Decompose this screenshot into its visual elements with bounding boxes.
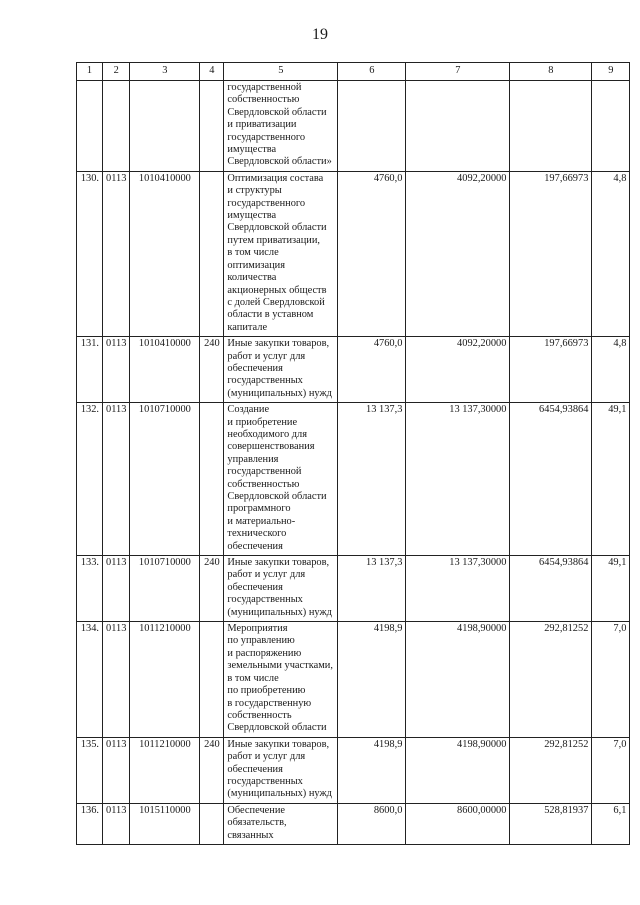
header-cell-2: 2 (103, 63, 130, 81)
table-row (77, 622, 630, 738)
section-code-cell: 0113 (103, 622, 130, 738)
target-code-cell: 1011210000 (130, 737, 200, 803)
item-name-cell: Мероприятия по управлению и распоряжению земельными участками, в том числе по приобретению в государственную собственность Свердловской области (224, 622, 338, 738)
item-name-cell: Иные закупки товаров, работ и услуг для обеспечения государственных (муниципальных) нужд (224, 737, 338, 803)
header-cell-1: 1 (77, 63, 103, 81)
planned-amount-cell: 13 137,3 (338, 403, 406, 556)
executed-amount-cell: 6454,93864 (510, 556, 592, 622)
execution-percent-cell: 4,8 (592, 171, 630, 336)
target-code-cell (130, 81, 200, 172)
header-cell-6: 6 (338, 63, 406, 81)
planned-amount-cell (338, 81, 406, 172)
target-code-cell: 1011210000 (130, 622, 200, 738)
execution-percent-cell: 7,0 (592, 737, 630, 803)
approved-amount-cell: 4198,90000 (406, 622, 510, 738)
header-cell-4: 4 (200, 63, 224, 81)
executed-amount-cell: 197,66973 (510, 171, 592, 336)
item-name-cell: Создание и приобретение необходимого для совершенствования управления государственной собственностью Свердловской области программного и материально- технического обеспечения (224, 403, 338, 556)
item-name-cell: государственной собственностью Свердловской области и приватизации государственного имущества Свердловской области» (224, 81, 338, 172)
expense-type-cell (200, 403, 224, 556)
header-cell-8: 8 (510, 63, 592, 81)
table-row (77, 171, 630, 336)
target-code-cell: 1010410000 (130, 171, 200, 336)
target-code-cell: 1010410000 (130, 337, 200, 403)
target-code-cell: 1010710000 (130, 403, 200, 556)
execution-percent-cell: 49,1 (592, 556, 630, 622)
approved-amount-cell: 4092,20000 (406, 171, 510, 336)
executed-amount-cell: 528,81937 (510, 803, 592, 844)
execution-percent-cell: 7,0 (592, 622, 630, 738)
approved-amount-cell: 13 137,30000 (406, 556, 510, 622)
row-number-cell: 135. (77, 737, 103, 803)
executed-amount-cell: 197,66973 (510, 337, 592, 403)
expense-type-cell (200, 81, 224, 172)
row-number-cell: 136. (77, 803, 103, 844)
row-number-cell: 130. (77, 171, 103, 336)
planned-amount-cell: 13 137,3 (338, 556, 406, 622)
planned-amount-cell: 4198,9 (338, 737, 406, 803)
item-name-cell: Иные закупки товаров, работ и услуг для обеспечения государственных (муниципальных) нужд (224, 337, 338, 403)
target-code-cell: 1010710000 (130, 556, 200, 622)
budget-table (76, 62, 630, 845)
header-cell-3: 3 (130, 63, 200, 81)
table-row (77, 81, 630, 172)
section-code-cell: 0113 (103, 737, 130, 803)
executed-amount-cell: 292,81252 (510, 737, 592, 803)
planned-amount-cell: 4760,0 (338, 171, 406, 336)
row-number-cell: 133. (77, 556, 103, 622)
expense-type-cell: 240 (200, 556, 224, 622)
expense-type-cell (200, 622, 224, 738)
header-cell-9: 9 (592, 63, 630, 81)
page-number: 19 (312, 26, 328, 43)
expense-type-cell (200, 171, 224, 336)
executed-amount-cell (510, 81, 592, 172)
row-number-cell: 134. (77, 622, 103, 738)
section-code-cell (103, 81, 130, 172)
item-name-cell: Оптимизация состава и структуры государственного имущества Свердловской области путем приватизации, в том числе оптимизация количества акционерных обществ с долей Свердловской области в уставном капитале (224, 171, 338, 336)
item-name-cell: Обеспечение обязательств, связанных (224, 803, 338, 844)
planned-amount-cell: 4198,9 (338, 622, 406, 738)
section-code-cell: 0113 (103, 171, 130, 336)
row-number-cell: 131. (77, 337, 103, 403)
approved-amount-cell: 13 137,30000 (406, 403, 510, 556)
execution-percent-cell: 49,1 (592, 403, 630, 556)
header-cell-7: 7 (406, 63, 510, 81)
planned-amount-cell: 8600,0 (338, 803, 406, 844)
table-row (77, 737, 630, 803)
target-code-cell: 1015110000 (130, 803, 200, 844)
table-row (77, 403, 630, 556)
header-row (77, 63, 630, 81)
approved-amount-cell: 4198,90000 (406, 737, 510, 803)
table-row (77, 556, 630, 622)
section-code-cell: 0113 (103, 556, 130, 622)
section-code-cell: 0113 (103, 337, 130, 403)
expense-type-cell: 240 (200, 337, 224, 403)
expense-type-cell: 240 (200, 737, 224, 803)
table-row (77, 803, 630, 844)
item-name-cell: Иные закупки товаров, работ и услуг для обеспечения государственных (муниципальных) нужд (224, 556, 338, 622)
header-cell-5: 5 (224, 63, 338, 81)
approved-amount-cell: 8600,00000 (406, 803, 510, 844)
section-code-cell: 0113 (103, 803, 130, 844)
row-number-cell: 132. (77, 403, 103, 556)
section-code-cell: 0113 (103, 403, 130, 556)
execution-percent-cell: 4,8 (592, 337, 630, 403)
row-number-cell (77, 81, 103, 172)
planned-amount-cell: 4760,0 (338, 337, 406, 403)
expense-type-cell (200, 803, 224, 844)
executed-amount-cell: 6454,93864 (510, 403, 592, 556)
execution-percent-cell (592, 81, 630, 172)
execution-percent-cell: 6,1 (592, 803, 630, 844)
approved-amount-cell: 4092,20000 (406, 337, 510, 403)
executed-amount-cell: 292,81252 (510, 622, 592, 738)
table-row (77, 337, 630, 403)
approved-amount-cell (406, 81, 510, 172)
